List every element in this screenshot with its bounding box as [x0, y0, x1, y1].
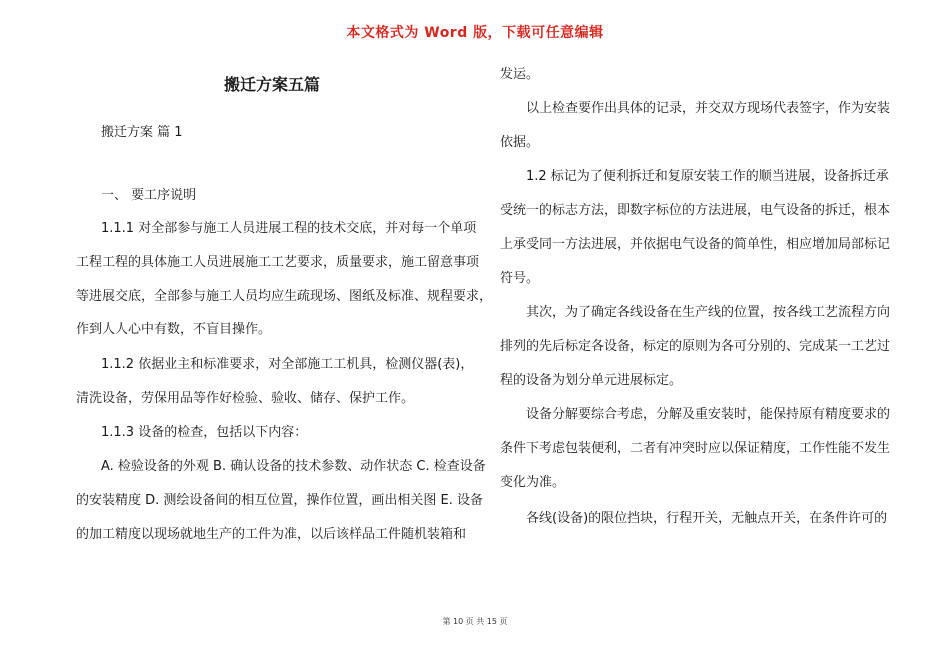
- format-banner: 本文格式为 Word 版，下载可任意编辑: [346, 25, 604, 41]
- page-footer: 第 10 页 共 15 页: [442, 617, 508, 626]
- paragraph-line: 1.2 标记为了便利拆迁和复原安装工作的顺当进展，设备拆迁承: [526, 169, 889, 184]
- paragraph-line: 清洗设备，劳保用品等作好检验、验收、储存、保护工作。: [76, 391, 415, 406]
- paragraph-line: 的加工精度以现场就地生产的工件为准，以后该样品工件随机装箱和: [76, 527, 467, 542]
- paragraph-line: 以上检查要作出具体的记录，并交双方现场代表签字，作为安装: [526, 101, 891, 116]
- paragraph-line: 1.1.1 对全部参与施工人员进展工程的技术交底，并对每一个单项: [101, 221, 477, 236]
- paragraph-line: 受统一的标志方法，即数字标位的方法进展，电气设备的拆迁，根本: [500, 203, 891, 218]
- paragraph-line: 的安装精度 D. 测绘设备间的相互位置，操作位置，画出相关图 E. 设备: [76, 493, 484, 508]
- paragraph-line: 变化为准。: [500, 475, 566, 490]
- paragraph-line: 排列的先后标定各设备，标定的原则为各可分别的、完成某一工艺过: [500, 339, 891, 354]
- paragraph-line: 条件下考虑包装便利，二者有冲突时应以保证精度，工作性能不发生: [500, 441, 891, 456]
- paragraph-line: 其次，为了确定各线设备在生产线的位置，按各线工艺流程方向: [526, 305, 891, 320]
- paragraph-line: 依据。: [500, 135, 540, 150]
- paragraph-line: 符号。: [500, 271, 540, 286]
- section-subtitle: 搬迁方案 篇 1: [101, 125, 183, 140]
- paragraph-line: 上承受同一方法进展，并依据电气设备的简单性，相应增加局部标记: [500, 237, 891, 252]
- paragraph-line: 1.1.3 设备的检查，包括以下内容：: [101, 425, 308, 440]
- paragraph-line: 程的设备为划分单元进展标定。: [500, 373, 683, 388]
- paragraph-line: 工程工程的具体施工人员进展施工工艺要求，质量要求，施工留意事项: [76, 255, 480, 270]
- paragraph-line: A. 检验设备的外观 B. 确认设备的技术参数、动作状态 C. 检查设备: [101, 459, 486, 474]
- paragraph-line: 1.1.2 依据业主和标准要求，对全部施工工机具，检测仪器(表)，: [101, 357, 474, 372]
- paragraph-line: 设备分解要综合考虑，分解及重安装时，能保持原有精度要求的: [526, 407, 891, 422]
- paragraph-line: 一、 要工序说明: [101, 188, 197, 203]
- paragraph-line: 各线(设备)的限位挡块，行程开关，无触点开关，在条件许可的: [526, 511, 888, 526]
- paragraph-line: 发运。: [500, 67, 540, 82]
- paragraph-line: 作到人人心中有数，不盲目操作。: [76, 322, 272, 337]
- document-title: 搬迁方案五篇: [223, 75, 320, 94]
- paragraph-line: 等进展交底，全部参与施工人员均应生疏现场、图纸及标准、规程要求，: [76, 289, 493, 304]
